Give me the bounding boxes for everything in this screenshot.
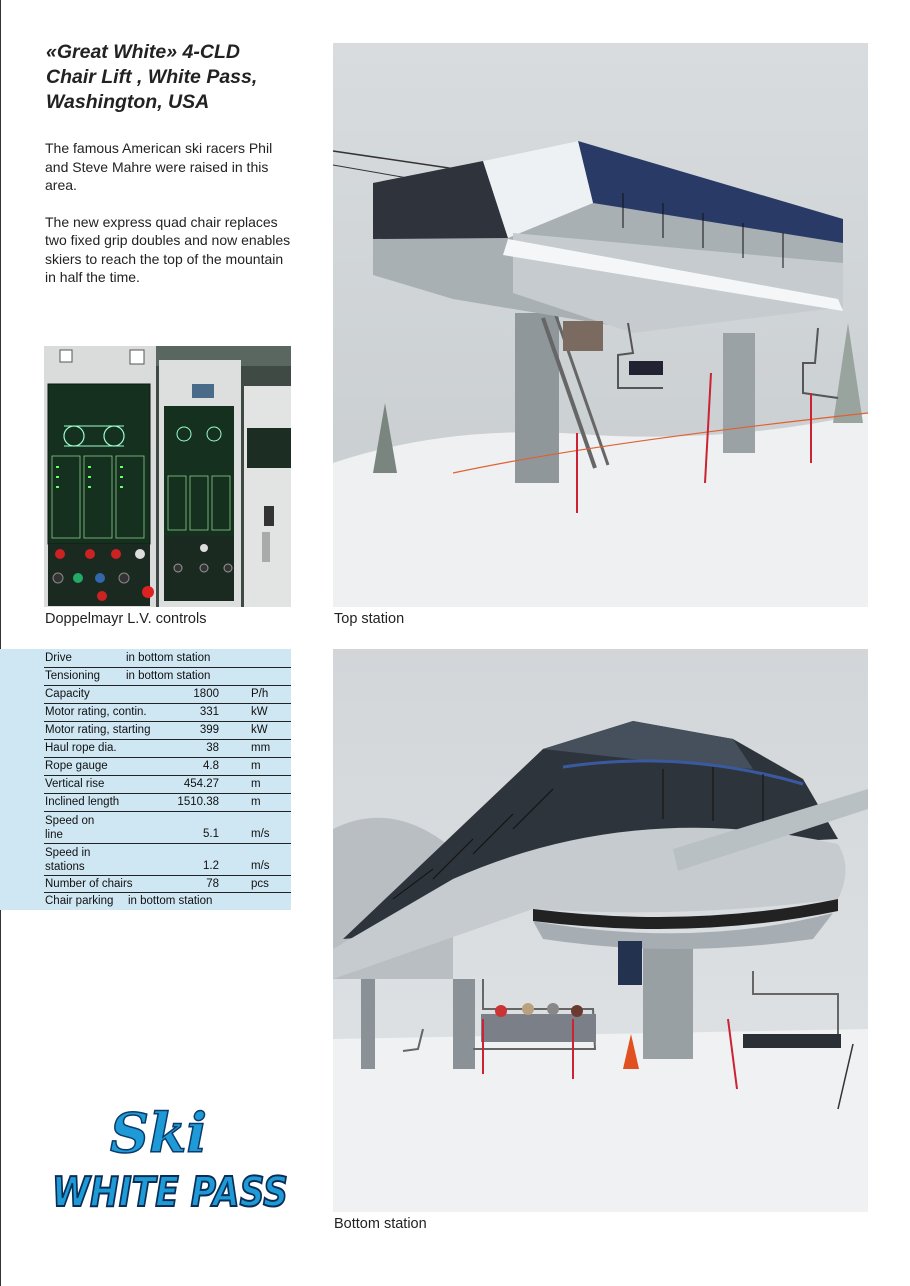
intro-text	[45, 139, 293, 305]
top-station-photo	[333, 43, 868, 607]
title-line-2: Chair Lift , White Pass,	[46, 66, 258, 88]
spec-row-chair-parking: Chair parking in bottom station	[45, 895, 213, 907]
spec-row-capacity: Capacity 1800 P/h	[44, 686, 291, 704]
caption-controls: Doppelmayr L.V. controls	[45, 611, 207, 627]
spec-row-inclined-length: Inclined length 1510.38 m	[44, 794, 291, 812]
spec-row-motor-starting: Motor rating, starting 399 kW	[44, 722, 291, 740]
spec-row-haul-rope: Haul rope dia. 38 mm	[44, 740, 291, 758]
spec-row-tensioning: Tensioning in bottom station	[44, 668, 291, 686]
spec-row-vertical-rise: Vertical rise 454.27 m	[44, 776, 291, 794]
page-left-rule	[0, 0, 1, 1286]
spec-row-number-chairs: Number of chairs 78 pcs	[44, 876, 291, 893]
bottom-station-photo	[333, 649, 868, 1212]
intro-paragraph-2: The new express quad chair replaces two fixed grip doubles and now enables skiers to reach the top of the mountain in half the time.	[45, 213, 291, 285]
spec-row-drive: Drive in bottom station	[44, 650, 291, 668]
spec-row-speed-stations: Speed in stations 1.2 m/s	[44, 844, 291, 876]
ski-white-pass-logo	[48, 1100, 293, 1220]
controls-photo	[44, 346, 291, 607]
title-line-1: «Great White» 4-CLD	[46, 41, 240, 63]
spec-row-speed-line: Speed on line 5.1 m/s	[44, 812, 291, 844]
spec-row-motor-contin: Motor rating, contin. 331 kW	[44, 704, 291, 722]
intro-paragraph-1: The famous American ski racers Phil and Steve Mahre were raised in this area.	[45, 140, 273, 193]
page-title	[46, 40, 306, 115]
logo-block-text: WHITE PASS	[52, 1168, 288, 1216]
logo-script-text: Ski	[110, 1101, 207, 1165]
caption-top-station: Top station	[334, 611, 405, 627]
spec-row-rope-gauge: Rope gauge 4.8 m	[44, 758, 291, 776]
spec-table	[0, 649, 291, 910]
title-line-3: Washington, USA	[46, 91, 210, 113]
caption-bottom-station: Bottom station	[334, 1216, 427, 1232]
